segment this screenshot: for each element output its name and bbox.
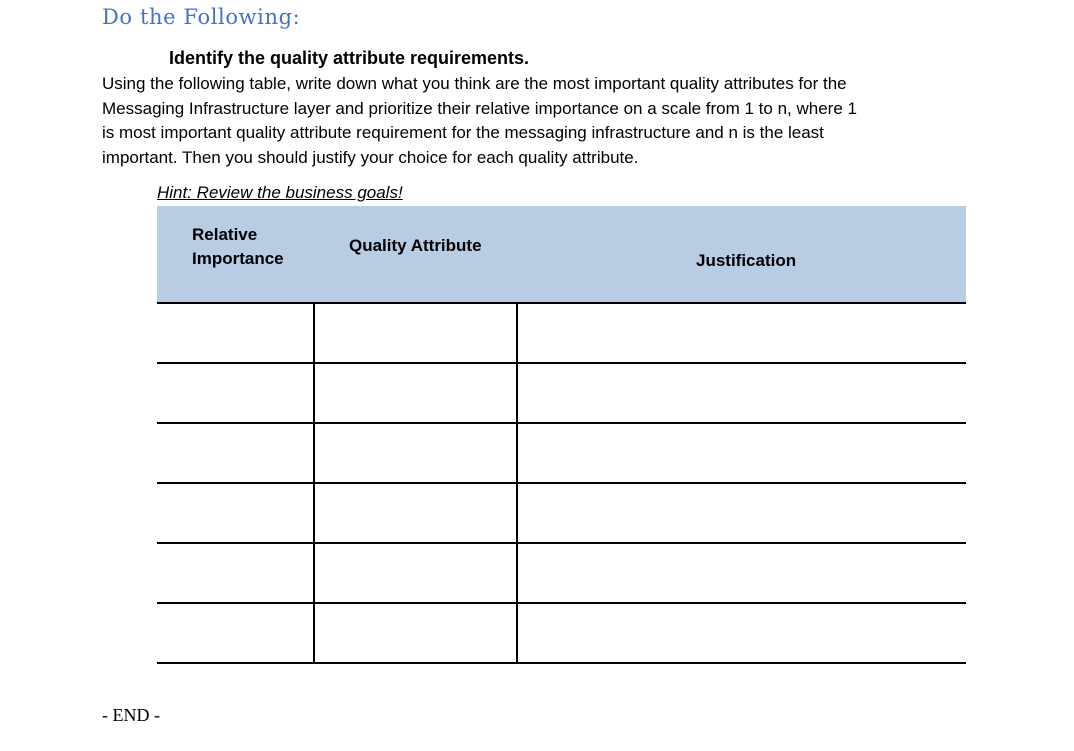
column-header-label: Importance [192,249,284,268]
table-row [157,303,966,363]
column-header-relative-importance [157,206,314,303]
attribute-cell[interactable] [314,303,517,363]
column-header-justification [517,206,966,303]
justification-cell[interactable] [517,303,966,363]
justification-cell[interactable] [517,543,966,603]
justification-cell[interactable] [517,603,966,663]
justification-cell[interactable] [517,483,966,543]
end-marker: - END - [102,705,160,725]
task-instructions [102,72,982,170]
importance-cell[interactable] [157,303,314,363]
attribute-cell[interactable] [314,363,517,423]
table-header-row [157,206,966,303]
justification-cell[interactable] [517,423,966,483]
justification-cell[interactable] [517,363,966,423]
importance-cell[interactable] [157,543,314,603]
column-header-label: Relative [192,225,258,244]
importance-cell[interactable] [157,363,314,423]
table-row [157,423,966,483]
hint-text: Hint: Review the business goals! [157,183,403,202]
attribute-cell[interactable] [314,483,517,543]
quality-attribute-table [157,206,966,664]
attribute-cell[interactable] [314,423,517,483]
column-header-quality-attribute [314,206,517,303]
attribute-cell[interactable] [314,543,517,603]
table-row [157,483,966,543]
table-row [157,543,966,603]
instructions-line: Messaging Infrastructure layer and prioritize their relative importance on a scale from 1 to n, where 1 [102,98,857,118]
column-header-label: Quality Attribute [349,236,482,255]
importance-cell[interactable] [157,483,314,543]
importance-cell[interactable] [157,423,314,483]
attribute-cell[interactable] [314,603,517,663]
instructions-line: is most important quality attribute requirement for the messaging infrastructure and n is the least [102,123,824,142]
table-row [157,363,966,423]
column-header-label: Justification [696,251,797,270]
instructions-line: Using the following table, write down what you think are the most important quality attributes for the [102,74,847,93]
importance-cell[interactable] [157,603,314,663]
table-row [157,603,966,663]
instructions-line: important. Then you should justify your choice for each quality attribute. [102,147,639,167]
section-heading: Do the Following: [102,5,301,29]
task-title: Identify the quality attribute requirements. [169,48,530,68]
